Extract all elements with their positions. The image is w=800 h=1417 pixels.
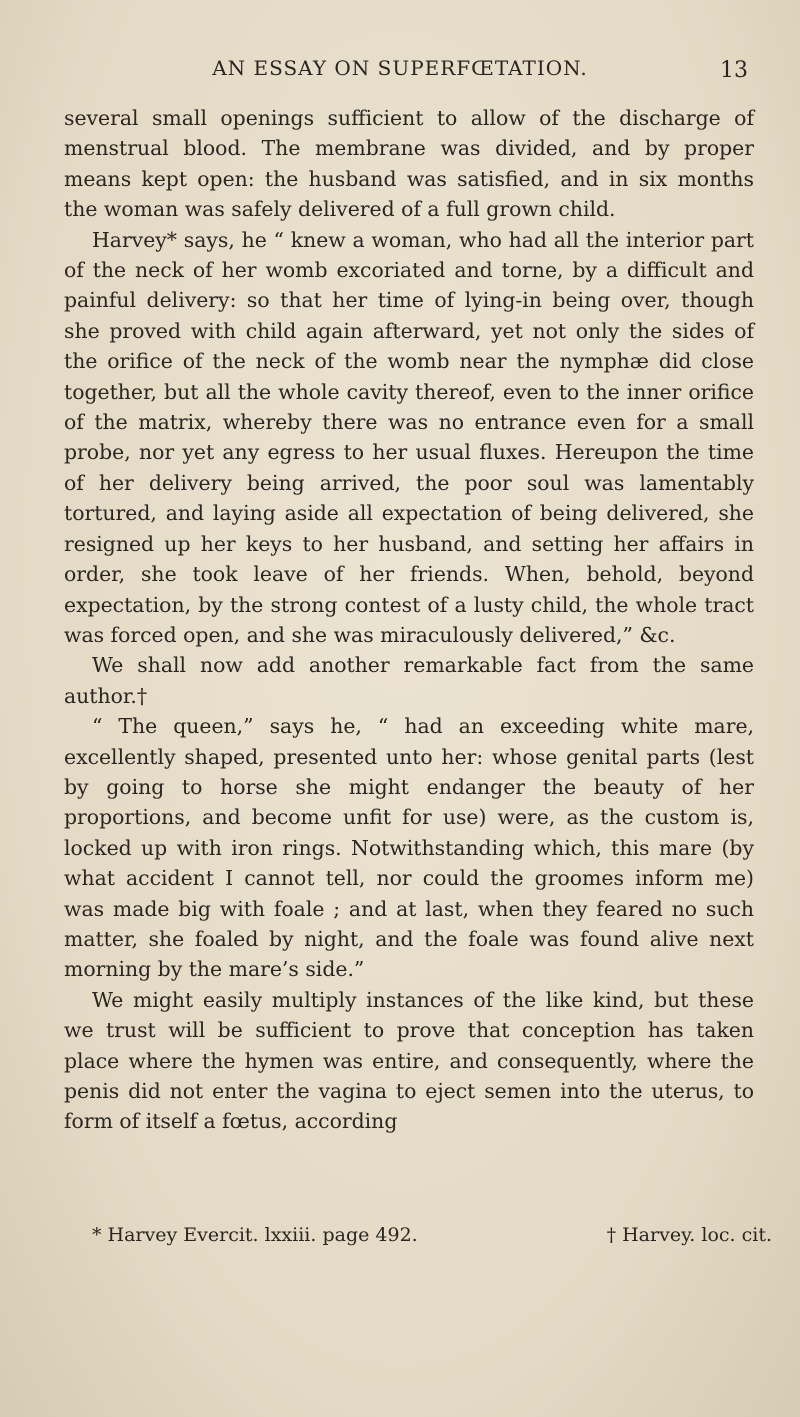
footnote-1: * Harvey Evercit. lxxiii. page 492. (92, 1224, 418, 1246)
paragraph-4: “ The queen,” says he, “ had an exceeding white mare, excellently shaped, presented unto her: whose genital parts (lest by going to horse she might endanger the beauty of her proportions, and become unfit for use) were, as the custom is, locked up with iron rings. Notwithstanding which, this mare (by what accident I cannot tell, nor could the groomes inform me) was made big with foale ; and at last, when they feared no such matter, she foaled by night, and the foale was found alive next morning by the mare’s side.” (64, 714, 754, 982)
paragraph-2: Harvey* says, he “ knew a woman, who had all the interior part of the neck of her womb excoriated and torne, by a difficult and painful delivery: so that her time of lying-in being over, though she proved with child again afterward, yet not only the sides of the orifice of the neck of the womb near the nymphæ did close together, but all the whole cavity thereof, even to the inner orifice of the matrix, whereby there was no entrance even for a small probe, nor yet any egress to her usual fluxes. Hereupon the time of her delivery being arrived, the poor soul was lamentably tortured, and laying aside all expectation of being delivered, she resigned up her keys to her husband, and setting her affairs in order, she took leave of her friends. When, behold, beyond expectation, by the strong contest of a lusty child, the whole tract was forced open, and she was miraculously delivered,” &c. (64, 227, 754, 647)
paragraph-1: several small openings sufficient to allow of the discharge of menstrual blood. The membrane was divided, and by proper means kept open: the husband was satisfied, and in six months the woman was safely delivered of a full grown child. (64, 106, 754, 222)
page-header (0, 52, 800, 88)
body-text (64, 103, 754, 1137)
running-head: AN ESSAY ON SUPERFŒTATION. (212, 56, 588, 80)
footnotes (92, 1224, 772, 1246)
footnote-2: † Harvey. loc. cit. (606, 1224, 772, 1246)
paragraph-3: We shall now add another remarkable fact from the same author.† (64, 653, 754, 708)
paragraph-5: We might easily multiply instances of the like kind, but these we trust will be sufficient to prove that conception has taken place where the hymen was entire, and consequently, where the penis did not enter the vagina to eject semen into the uterus, to form of itself a fœtus, according (64, 987, 754, 1134)
page-number: 13 (720, 58, 748, 83)
